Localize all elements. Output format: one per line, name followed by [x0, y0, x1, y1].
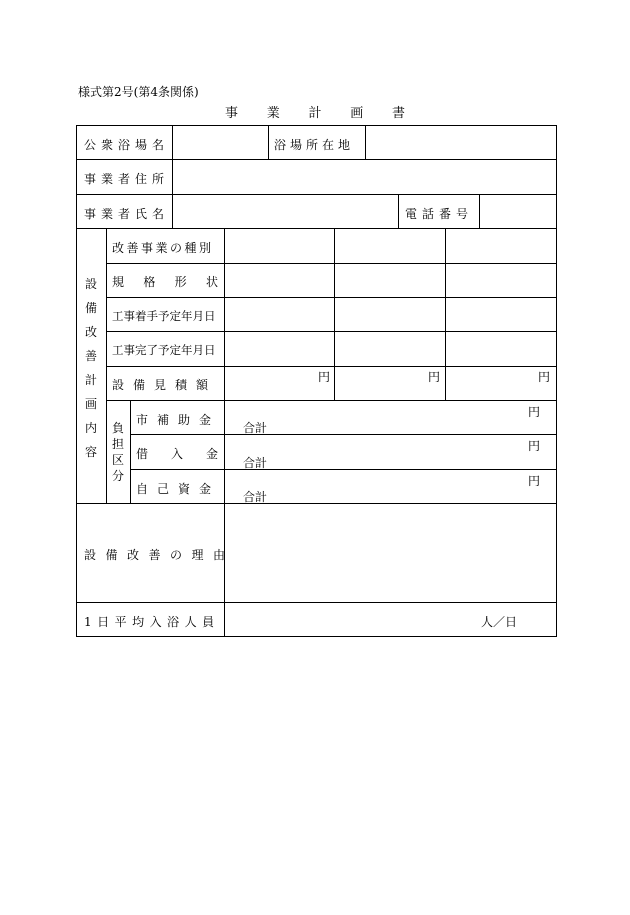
start-date-field[interactable]: [225, 298, 334, 331]
yen-unit: 円: [528, 439, 541, 453]
col-divider: [130, 400, 131, 504]
spec-char: 状: [205, 275, 218, 289]
form-number: 様式第2号(第4条関係): [78, 85, 199, 99]
bathhouse-name-label: 公衆浴場名: [84, 138, 170, 152]
col-divider: [334, 228, 335, 401]
operator-name-label: 事業者氏名: [84, 207, 170, 221]
own-funds-label: 自己資金: [136, 482, 221, 496]
operator-name-field[interactable]: [173, 195, 398, 228]
yen-unit: 円: [318, 370, 331, 384]
yen-unit: 円: [528, 405, 541, 419]
bathhouse-name-field[interactable]: [173, 126, 268, 159]
yen-unit: 円: [428, 370, 441, 384]
reason-label: 設備改善の理由: [84, 548, 235, 562]
operator-address-label: 事業者住所: [84, 172, 170, 186]
spec-field[interactable]: [225, 264, 334, 297]
title-char: 画: [350, 106, 364, 121]
col-divider: [445, 228, 446, 401]
burden-label: 負担区分: [112, 421, 125, 483]
spec-char: 規: [112, 275, 125, 289]
daily-bathers-label: 1日平均入浴人員: [84, 615, 220, 629]
yen-unit: 円: [528, 474, 541, 488]
daily-bathers-field[interactable]: [225, 603, 475, 636]
bathhouse-location-label: 浴場所在地: [274, 138, 355, 152]
total-label: 合計: [243, 490, 268, 504]
loan-field[interactable]: [225, 435, 556, 469]
col-divider: [106, 228, 107, 504]
title-char: 事: [225, 106, 239, 121]
phone-label: 電話番号: [405, 207, 474, 221]
col-divider: [398, 194, 399, 229]
loan-label: [136, 445, 218, 462]
improvement-type-field[interactable]: [225, 229, 334, 263]
title-char: 書: [391, 106, 405, 121]
operator-address-field[interactable]: [173, 160, 556, 194]
section-label: 設備改善計画内容: [85, 277, 98, 459]
own-funds-field[interactable]: [225, 470, 556, 503]
start-date-label: 工事着手予定年月日: [112, 309, 216, 323]
total-label: 合計: [243, 456, 268, 470]
reason-field[interactable]: [225, 504, 556, 602]
loan-char: 金: [205, 447, 218, 461]
phone-field[interactable]: [480, 195, 556, 228]
spec-char: 格: [143, 275, 156, 289]
spec-label: [112, 273, 218, 290]
total-label: 合計: [243, 421, 268, 435]
col-divider: [268, 125, 269, 160]
estimate-field[interactable]: [225, 367, 334, 400]
document-title: [225, 102, 405, 121]
loan-char: 入: [170, 447, 183, 461]
improvement-type-label: 改善事業の種別: [112, 241, 214, 255]
end-date-label: 工事完了予定年月日: [112, 343, 216, 357]
estimate-label: 設備見積額: [112, 378, 218, 392]
title-char: 計: [308, 106, 322, 121]
bathhouse-location-field[interactable]: [366, 126, 556, 159]
city-subsidy-label: 市補助金: [136, 413, 221, 427]
city-subsidy-field[interactable]: [225, 401, 556, 434]
loan-char: 借: [136, 447, 149, 461]
yen-unit: 円: [538, 370, 551, 384]
spec-char: 形: [174, 275, 187, 289]
per-day-unit: 人／日: [481, 615, 518, 629]
title-char: 業: [266, 106, 280, 121]
end-date-field[interactable]: [225, 332, 334, 366]
